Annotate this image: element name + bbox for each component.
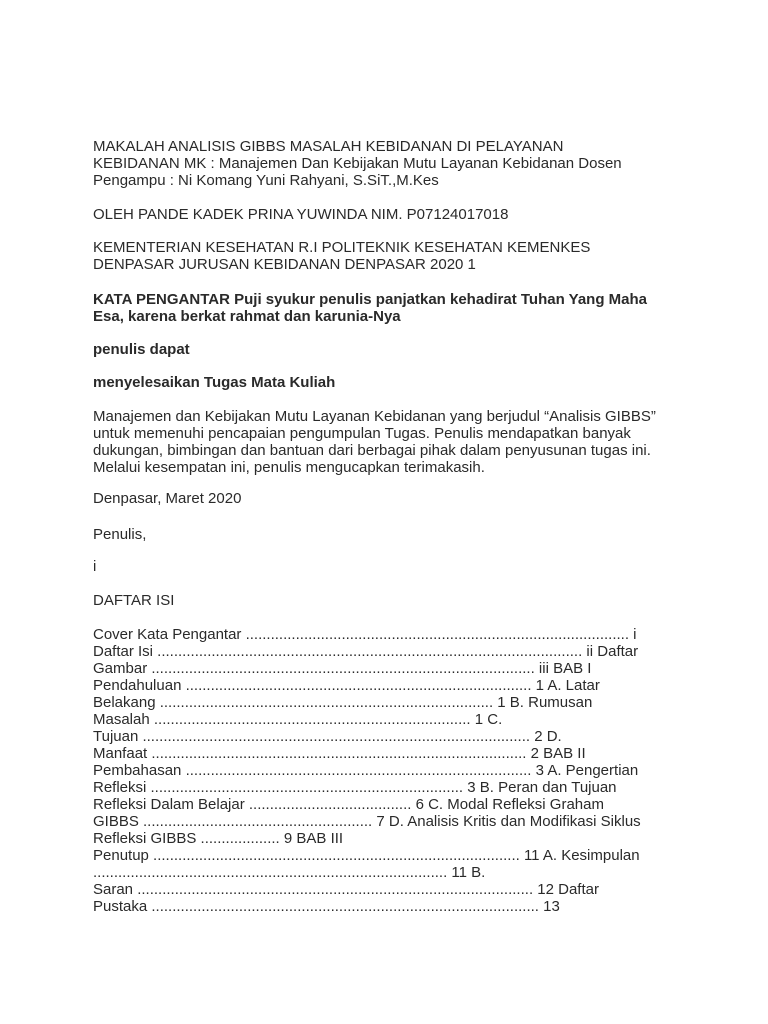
toc-line: Pembahasan ................................................................................... 3 A. Pengertian (93, 762, 639, 779)
preface-body (93, 408, 656, 476)
toc-line: Pustaka ............................................................................................. 13 (93, 898, 560, 915)
place-date-line: Denpasar, Maret 2020 (93, 490, 242, 507)
preface-heading (93, 291, 647, 325)
preface-bold-2 (93, 374, 335, 391)
toc-line: Cover Kata Pengantar ............................................................................................ i (93, 626, 637, 643)
toc-line: Saran ............................................................................................... 12 Daftar (93, 881, 599, 898)
preface-bold-line: penulis dapat (93, 341, 190, 358)
toc-line: Masalah ............................................................................ 1 C. (93, 711, 503, 728)
institution-line: KEMENTERIAN KESEHATAN R.I POLITEKNIK KESEHATAN KEMENKES (93, 239, 591, 256)
preface-body-line: Manajemen dan Kebijakan Mutu Layanan Kebidanan yang berjudul “Analisis GIBBS” (93, 408, 656, 425)
toc-list (93, 626, 641, 915)
toc-line: Pendahuluan ................................................................................... 1 A. Latar (93, 677, 600, 694)
toc-line: GIBBS ....................................................... 7 D. Analisis Kritis dan Modifikasi Siklus (93, 813, 641, 830)
title-block (93, 138, 622, 189)
preface-heading-line: Esa, karena berkat rahmat dan karunia-Nya (93, 308, 401, 325)
toc-line: Refleksi Dalam Belajar ....................................... 6 C. Modal Refleksi Graham (93, 796, 604, 813)
place-date (93, 490, 241, 507)
toc-line: Gambar ............................................................................................ iii BAB I (93, 660, 592, 677)
preface-bold-1 (93, 341, 190, 358)
preface-bold-line: menyelesaikan Tugas Mata Kuliah (93, 374, 336, 391)
title-line: MAKALAH ANALISIS GIBBS MASALAH KEBIDANAN DI PELAYANAN (93, 138, 564, 155)
author-line: OLEH PANDE KADEK PRINA YUWINDA NIM. P07124017018 (93, 206, 509, 223)
author-block (93, 206, 508, 223)
toc-line: Refleksi GIBBS ................... 9 BAB III (93, 830, 344, 847)
preface-title: KATA PENGANTAR (93, 291, 230, 308)
toc-line: Belakang ................................................................................ 1 B. Rumusan (93, 694, 593, 711)
preface-body-line: untuk memenuhi pencapaian pengumpulan Tugas. Penulis mendapatkan banyak (93, 425, 631, 442)
signature-line: Penulis, (93, 526, 147, 543)
preface-body-line: Melalui kesempatan ini, penulis mengucapkan terimakasih. (93, 459, 485, 476)
preface-heading-line (93, 291, 647, 308)
institution-block (93, 239, 590, 273)
toc-line: Manfaat .......................................................................................... 2 BAB II (93, 745, 586, 762)
page-number (93, 558, 96, 575)
toc-line: Tujuan ............................................................................................. 2 D. (93, 728, 562, 745)
preface-body-line: dukungan, bimbingan dan bantuan dari berbagai pihak dalam penyusunan tugas ini. (93, 442, 651, 459)
title-line: KEBIDANAN MK : Manajemen Dan Kebijakan Mutu Layanan Kebidanan Dosen (93, 155, 622, 172)
toc-line: Penutup ........................................................................................ 11 A. Kesimpulan (93, 847, 640, 864)
toc-heading (93, 592, 174, 609)
toc-line: Daftar Isi ...................................................................................................... ii Daftar (93, 643, 639, 660)
toc-line: Refleksi ........................................................................... 3 B. Peran dan Tujuan (93, 779, 617, 796)
toc-heading-text: DAFTAR ISI (93, 592, 175, 609)
page-number-text: i (93, 558, 97, 575)
title-line: Pengampu : Ni Komang Yuni Rahyani, S.SiT.,M.Kes (93, 172, 439, 189)
institution-line: DENPASAR JURUSAN KEBIDANAN DENPASAR 2020 1 (93, 256, 476, 273)
signature (93, 526, 146, 543)
toc-line: ..................................................................................... 11 B. (93, 864, 486, 881)
preface-heading-rest: Puji syukur penulis panjatkan kehadirat Tuhan Yang Maha (234, 291, 647, 308)
